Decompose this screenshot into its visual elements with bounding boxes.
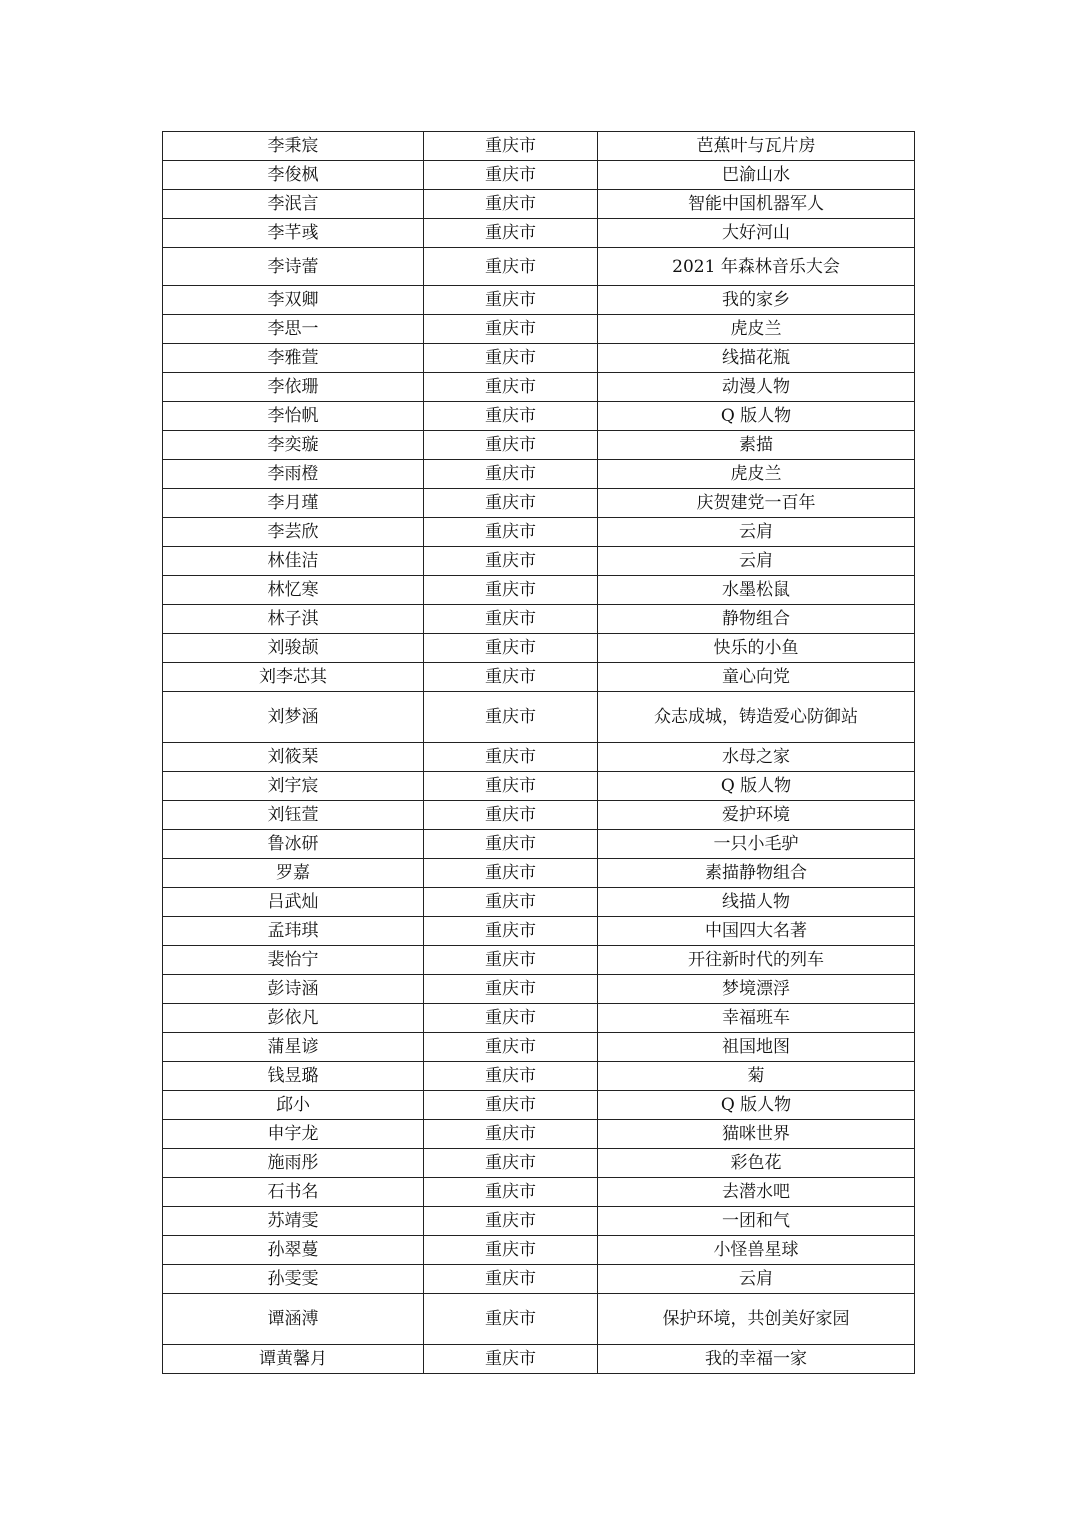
student-name-cell: 李怡帆 xyxy=(163,402,424,431)
work-title-cell: 大好河山 xyxy=(598,219,915,248)
work-title-cell: Q 版人物 xyxy=(598,1091,915,1120)
student-name-cell: 罗嘉 xyxy=(163,859,424,888)
student-name-cell: 李奕璇 xyxy=(163,431,424,460)
city-cell: 重庆市 xyxy=(424,859,598,888)
student-name-cell: 孙雯雯 xyxy=(163,1265,424,1294)
table-row xyxy=(163,946,915,975)
table-row xyxy=(163,917,915,946)
work-title-cell: 2021 年森林音乐大会 xyxy=(598,248,915,286)
work-title-cell: 我的幸福一家 xyxy=(598,1345,915,1374)
work-title-cell: 水母之家 xyxy=(598,743,915,772)
student-name-cell: 邱小 xyxy=(163,1091,424,1120)
student-name-cell: 彭诗涵 xyxy=(163,975,424,1004)
student-name-cell: 李月瑾 xyxy=(163,489,424,518)
city-cell: 重庆市 xyxy=(424,634,598,663)
city-cell: 重庆市 xyxy=(424,489,598,518)
table-row xyxy=(163,1149,915,1178)
city-cell: 重庆市 xyxy=(424,344,598,373)
table-row xyxy=(163,431,915,460)
city-cell: 重庆市 xyxy=(424,1294,598,1345)
city-cell: 重庆市 xyxy=(424,1149,598,1178)
work-title-cell: 云肩 xyxy=(598,1265,915,1294)
city-cell: 重庆市 xyxy=(424,460,598,489)
work-title-cell: 童心向党 xyxy=(598,663,915,692)
work-title-cell: 梦境漂浮 xyxy=(598,975,915,1004)
table-row xyxy=(163,1294,915,1345)
work-title-cell: 猫咪世界 xyxy=(598,1120,915,1149)
work-title-cell: 一只小毛驴 xyxy=(598,830,915,859)
student-name-cell: 李芸欣 xyxy=(163,518,424,547)
table-row xyxy=(163,344,915,373)
city-cell: 重庆市 xyxy=(424,743,598,772)
table-row xyxy=(163,975,915,1004)
work-title-cell: 快乐的小鱼 xyxy=(598,634,915,663)
student-name-cell: 蒲星谚 xyxy=(163,1033,424,1062)
city-cell: 重庆市 xyxy=(424,1345,598,1374)
student-name-cell: 李诗蕾 xyxy=(163,248,424,286)
work-title-cell: 智能中国机器军人 xyxy=(598,190,915,219)
table-row xyxy=(163,315,915,344)
city-cell: 重庆市 xyxy=(424,830,598,859)
student-name-cell: 李依珊 xyxy=(163,373,424,402)
table-row xyxy=(163,190,915,219)
results-table xyxy=(162,131,915,1374)
table-row xyxy=(163,743,915,772)
table-row xyxy=(163,830,915,859)
student-name-cell: 李泯言 xyxy=(163,190,424,219)
student-name-cell: 苏靖雯 xyxy=(163,1207,424,1236)
city-cell: 重庆市 xyxy=(424,248,598,286)
table-row xyxy=(163,248,915,286)
table-row xyxy=(163,1004,915,1033)
work-title-cell: 线描花瓶 xyxy=(598,344,915,373)
work-title-cell: 芭蕉叶与瓦片房 xyxy=(598,132,915,161)
work-title-cell: 云肩 xyxy=(598,518,915,547)
table-row xyxy=(163,1236,915,1265)
student-name-cell: 刘梦涵 xyxy=(163,692,424,743)
student-name-cell: 施雨彤 xyxy=(163,1149,424,1178)
city-cell: 重庆市 xyxy=(424,373,598,402)
student-name-cell: 林子淇 xyxy=(163,605,424,634)
work-title-cell: 我的家乡 xyxy=(598,286,915,315)
city-cell: 重庆市 xyxy=(424,917,598,946)
table-row xyxy=(163,1062,915,1091)
city-cell: 重庆市 xyxy=(424,402,598,431)
city-cell: 重庆市 xyxy=(424,888,598,917)
table-row xyxy=(163,576,915,605)
city-cell: 重庆市 xyxy=(424,286,598,315)
work-title-cell: 祖国地图 xyxy=(598,1033,915,1062)
table-row xyxy=(163,1033,915,1062)
table-row xyxy=(163,888,915,917)
student-name-cell: 李俊枫 xyxy=(163,161,424,190)
city-cell: 重庆市 xyxy=(424,975,598,1004)
work-title-cell: 保护环境，共创美好家园 xyxy=(598,1294,915,1345)
student-name-cell: 李秉宸 xyxy=(163,132,424,161)
work-title-cell: 虎皮兰 xyxy=(598,315,915,344)
table-row xyxy=(163,518,915,547)
work-title-cell: 幸福班车 xyxy=(598,1004,915,1033)
student-name-cell: 李芊彧 xyxy=(163,219,424,248)
table-row xyxy=(163,1178,915,1207)
city-cell: 重庆市 xyxy=(424,219,598,248)
table-row xyxy=(163,373,915,402)
student-name-cell: 李双卿 xyxy=(163,286,424,315)
work-title-cell: 虎皮兰 xyxy=(598,460,915,489)
city-cell: 重庆市 xyxy=(424,1207,598,1236)
work-title-cell: 巴渝山水 xyxy=(598,161,915,190)
city-cell: 重庆市 xyxy=(424,605,598,634)
student-name-cell: 刘筱琹 xyxy=(163,743,424,772)
work-title-cell: 一团和气 xyxy=(598,1207,915,1236)
table-row xyxy=(163,1265,915,1294)
table-row xyxy=(163,219,915,248)
city-cell: 重庆市 xyxy=(424,946,598,975)
work-title-cell: 去潜水吧 xyxy=(598,1178,915,1207)
table-row xyxy=(163,1091,915,1120)
table-row xyxy=(163,692,915,743)
city-cell: 重庆市 xyxy=(424,315,598,344)
table-row xyxy=(163,1345,915,1374)
student-name-cell: 孟玮琪 xyxy=(163,917,424,946)
city-cell: 重庆市 xyxy=(424,772,598,801)
city-cell: 重庆市 xyxy=(424,801,598,830)
table-row xyxy=(163,547,915,576)
work-title-cell: 线描人物 xyxy=(598,888,915,917)
student-name-cell: 申宇龙 xyxy=(163,1120,424,1149)
city-cell: 重庆市 xyxy=(424,132,598,161)
city-cell: 重庆市 xyxy=(424,518,598,547)
work-title-cell: 动漫人物 xyxy=(598,373,915,402)
work-title-cell: 彩色花 xyxy=(598,1149,915,1178)
city-cell: 重庆市 xyxy=(424,1265,598,1294)
work-title-cell: 菊 xyxy=(598,1062,915,1091)
table-row xyxy=(163,402,915,431)
table-row xyxy=(163,1207,915,1236)
student-name-cell: 钱昱璐 xyxy=(163,1062,424,1091)
student-name-cell: 裴怡宁 xyxy=(163,946,424,975)
city-cell: 重庆市 xyxy=(424,576,598,605)
work-title-cell: 云肩 xyxy=(598,547,915,576)
work-title-cell: 素描 xyxy=(598,431,915,460)
results-table-body xyxy=(163,132,915,1374)
student-name-cell: 谭涵溥 xyxy=(163,1294,424,1345)
city-cell: 重庆市 xyxy=(424,692,598,743)
table-row xyxy=(163,460,915,489)
student-name-cell: 孙翠蔓 xyxy=(163,1236,424,1265)
student-name-cell: 李思一 xyxy=(163,315,424,344)
student-name-cell: 刘宇宸 xyxy=(163,772,424,801)
table-row xyxy=(163,1120,915,1149)
student-name-cell: 刘钰萱 xyxy=(163,801,424,830)
work-title-cell: Q 版人物 xyxy=(598,772,915,801)
table-row xyxy=(163,663,915,692)
work-title-cell: 静物组合 xyxy=(598,605,915,634)
student-name-cell: 彭依凡 xyxy=(163,1004,424,1033)
work-title-cell: 素描静物组合 xyxy=(598,859,915,888)
table-row xyxy=(163,859,915,888)
table-row xyxy=(163,801,915,830)
student-name-cell: 石书名 xyxy=(163,1178,424,1207)
table-row xyxy=(163,772,915,801)
table-row xyxy=(163,132,915,161)
table-row xyxy=(163,605,915,634)
city-cell: 重庆市 xyxy=(424,1033,598,1062)
student-name-cell: 刘骏颉 xyxy=(163,634,424,663)
city-cell: 重庆市 xyxy=(424,190,598,219)
table-row xyxy=(163,489,915,518)
table-row xyxy=(163,161,915,190)
table-row xyxy=(163,286,915,315)
city-cell: 重庆市 xyxy=(424,1091,598,1120)
work-title-cell: 众志成城，铸造爱心防御站 xyxy=(598,692,915,743)
table-row xyxy=(163,634,915,663)
student-name-cell: 李雅萱 xyxy=(163,344,424,373)
work-title-cell: Q 版人物 xyxy=(598,402,915,431)
city-cell: 重庆市 xyxy=(424,547,598,576)
city-cell: 重庆市 xyxy=(424,1004,598,1033)
work-title-cell: 开往新时代的列车 xyxy=(598,946,915,975)
student-name-cell: 刘李芯其 xyxy=(163,663,424,692)
student-name-cell: 李雨橙 xyxy=(163,460,424,489)
city-cell: 重庆市 xyxy=(424,1178,598,1207)
work-title-cell: 庆贺建党一百年 xyxy=(598,489,915,518)
city-cell: 重庆市 xyxy=(424,1236,598,1265)
student-name-cell: 林佳洁 xyxy=(163,547,424,576)
city-cell: 重庆市 xyxy=(424,663,598,692)
work-title-cell: 小怪兽星球 xyxy=(598,1236,915,1265)
work-title-cell: 爱护环境 xyxy=(598,801,915,830)
work-title-cell: 水墨松鼠 xyxy=(598,576,915,605)
student-name-cell: 吕武灿 xyxy=(163,888,424,917)
work-title-cell: 中国四大名著 xyxy=(598,917,915,946)
student-name-cell: 谭黄馨月 xyxy=(163,1345,424,1374)
city-cell: 重庆市 xyxy=(424,161,598,190)
student-name-cell: 林忆寒 xyxy=(163,576,424,605)
city-cell: 重庆市 xyxy=(424,431,598,460)
city-cell: 重庆市 xyxy=(424,1120,598,1149)
student-name-cell: 鲁冰研 xyxy=(163,830,424,859)
city-cell: 重庆市 xyxy=(424,1062,598,1091)
